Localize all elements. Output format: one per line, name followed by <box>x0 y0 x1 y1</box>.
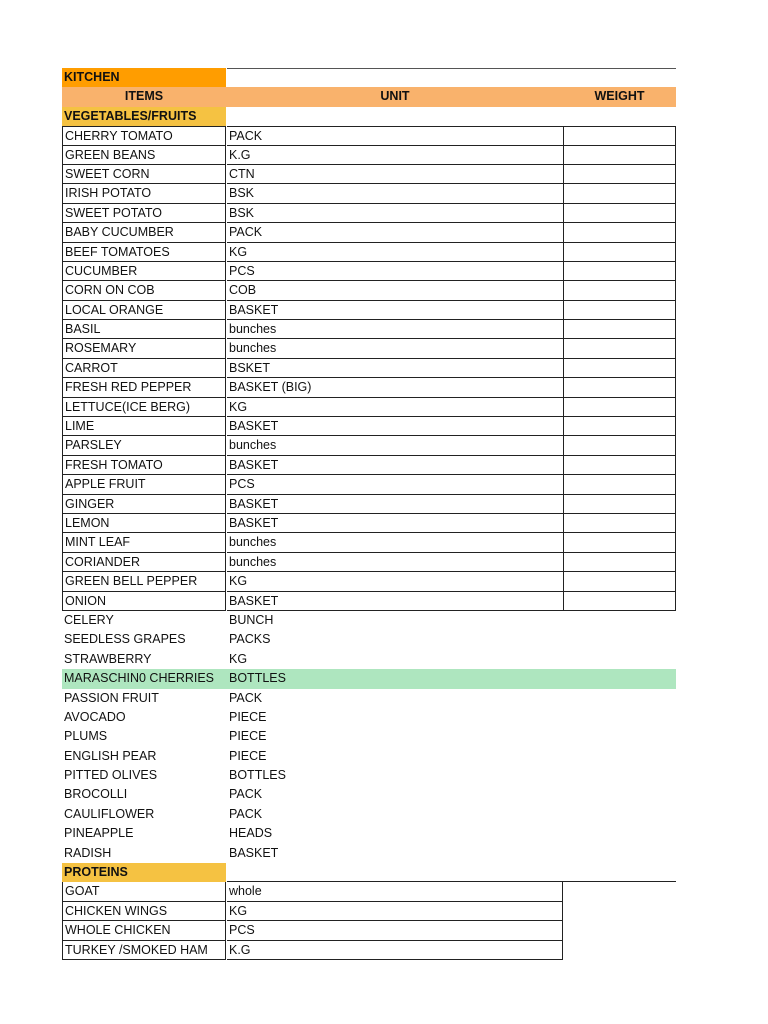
unit-cell[interactable]: BASKET <box>227 417 563 436</box>
section-title-proteins[interactable]: PROTEINS <box>62 863 226 882</box>
weight-cell[interactable] <box>563 495 676 514</box>
unit-cell[interactable]: BSK <box>227 184 563 203</box>
unit-cell[interactable]: KG <box>229 651 248 666</box>
table-row <box>62 184 676 203</box>
unit-cell[interactable]: BASKET <box>227 592 563 611</box>
item-cell[interactable]: GREEN BELL PEPPER <box>62 572 226 591</box>
table-row <box>62 611 676 630</box>
unit-cell[interactable]: PCS <box>227 262 563 281</box>
unit-cell[interactable]: bunches <box>227 320 563 339</box>
weight-cell[interactable] <box>563 359 676 378</box>
unit-cell[interactable]: BOTTLES <box>229 768 286 783</box>
table-row <box>62 747 676 766</box>
table-row <box>62 301 676 320</box>
item-cell[interactable]: CARROT <box>62 359 226 378</box>
table-row <box>62 941 676 960</box>
unit-cell[interactable]: BOTTLES <box>229 671 286 686</box>
table-row <box>62 766 676 785</box>
unit-cell[interactable]: BASKET <box>227 301 563 320</box>
extra-vegetables-list <box>62 611 676 863</box>
table-row <box>62 320 676 339</box>
table-row <box>62 281 676 300</box>
item-cell[interactable]: CHERRY TOMATO <box>62 126 226 145</box>
section-title-vegetables[interactable]: VEGETABLES/FRUITS <box>62 107 226 126</box>
weight-cell[interactable] <box>563 146 676 165</box>
unit-cell[interactable]: PIECE <box>229 729 267 744</box>
weight-cell[interactable] <box>563 281 676 300</box>
item-cell[interactable]: ROSEMARY <box>62 339 226 358</box>
table-row <box>62 398 676 417</box>
unit-cell[interactable]: KG <box>227 572 563 591</box>
table-row <box>62 514 676 533</box>
weight-cell[interactable] <box>563 436 676 455</box>
table-row <box>62 824 676 843</box>
weight-cell[interactable] <box>563 165 676 184</box>
item-cell[interactable]: CORIANDER <box>62 553 226 572</box>
table-row <box>62 630 676 649</box>
item-cell[interactable]: LETTUCE(ICE BERG) <box>62 398 226 417</box>
unit-cell[interactable]: PIECE <box>229 709 267 724</box>
item-cell[interactable]: FRESH TOMATO <box>62 456 226 475</box>
unit-cell[interactable]: bunches <box>227 339 563 358</box>
unit-cell[interactable]: bunches <box>227 533 563 552</box>
weight-cell[interactable] <box>563 475 676 494</box>
weight-cell[interactable] <box>563 301 676 320</box>
table-row <box>62 844 676 863</box>
table-row <box>62 204 676 223</box>
item-cell[interactable]: SWEET CORN <box>62 165 226 184</box>
unit-cell[interactable]: COB <box>227 281 563 300</box>
unit-cell[interactable]: PIECE <box>229 748 267 763</box>
table-row <box>62 689 676 708</box>
weight-cell[interactable] <box>563 417 676 436</box>
weight-cell[interactable] <box>563 533 676 552</box>
item-cell[interactable]: PINEAPPLE <box>64 826 134 841</box>
weight-cell[interactable] <box>563 339 676 358</box>
unit-cell[interactable]: whole <box>227 882 563 901</box>
unit-cell[interactable]: KG <box>227 243 563 262</box>
item-cell[interactable]: STRAWBERRY <box>64 651 152 666</box>
item-cell[interactable]: GOAT <box>62 882 226 901</box>
unit-cell[interactable]: BASKET <box>227 514 563 533</box>
item-cell[interactable]: SWEET POTATO <box>62 204 226 223</box>
weight-cell[interactable] <box>563 262 676 281</box>
table-row <box>62 592 676 611</box>
unit-cell[interactable]: BASKET <box>229 845 279 860</box>
table-row <box>62 436 676 455</box>
item-cell[interactable]: WHOLE CHICKEN <box>62 921 226 940</box>
table-row <box>62 495 676 514</box>
table-row <box>62 902 676 921</box>
table-row <box>62 243 676 262</box>
table-row <box>62 126 676 145</box>
weight-cell[interactable] <box>563 126 676 145</box>
table-row <box>62 223 676 242</box>
unit-cell[interactable]: K.G <box>227 146 563 165</box>
unit-cell[interactable]: bunches <box>227 553 563 572</box>
table-row <box>62 572 676 591</box>
unit-cell[interactable]: CTN <box>227 165 563 184</box>
item-cell[interactable]: LIME <box>62 417 226 436</box>
item-cell[interactable]: CORN ON COB <box>62 281 226 300</box>
item-cell[interactable]: RADISH <box>64 845 112 860</box>
item-cell[interactable]: PLUMS <box>64 729 108 744</box>
weight-cell[interactable] <box>563 456 676 475</box>
item-cell[interactable]: ONION <box>62 592 226 611</box>
column-header-items[interactable]: ITEMS <box>124 89 164 104</box>
column-header-row <box>62 87 676 106</box>
unit-cell[interactable]: PACKS <box>229 632 271 647</box>
weight-cell[interactable] <box>563 204 676 223</box>
unit-cell[interactable]: BSK <box>227 204 563 223</box>
section-header-proteins <box>62 863 676 882</box>
section-header-vegetables <box>62 107 676 126</box>
unit-cell[interactable]: PCS <box>227 475 563 494</box>
unit-cell[interactable]: PACK <box>227 126 563 145</box>
item-cell[interactable]: AVOCADO <box>64 709 126 724</box>
title-row-rest <box>227 68 676 87</box>
weight-cell[interactable] <box>563 184 676 203</box>
table-row <box>62 921 676 940</box>
table-row <box>62 805 676 824</box>
item-cell[interactable]: CHICKEN WINGS <box>62 902 226 921</box>
item-cell[interactable]: BEEF TOMATOES <box>62 243 226 262</box>
item-cell[interactable]: PARSLEY <box>62 436 226 455</box>
table-row <box>62 533 676 552</box>
item-cell[interactable]: MARASCHIN0 CHERRIES <box>64 671 215 686</box>
item-cell[interactable]: LOCAL ORANGE <box>62 301 226 320</box>
proteins-table <box>62 882 676 960</box>
weight-cell[interactable] <box>563 592 676 611</box>
table-row <box>62 727 676 746</box>
unit-cell[interactable]: KG <box>227 902 563 921</box>
unit-cell[interactable]: PACK <box>229 806 263 821</box>
title-row <box>62 68 676 87</box>
table-row <box>62 708 676 727</box>
weight-cell[interactable] <box>563 553 676 572</box>
table-row <box>62 669 676 688</box>
weight-cell[interactable] <box>563 320 676 339</box>
weight-cell[interactable] <box>563 223 676 242</box>
unit-cell[interactable]: BASKET <box>227 495 563 514</box>
item-cell[interactable]: BROCOLLI <box>64 787 128 802</box>
column-header-unit[interactable]: UNIT <box>380 89 410 104</box>
unit-cell[interactable]: KG <box>227 398 563 417</box>
table-row <box>62 339 676 358</box>
unit-cell[interactable]: BASKET (BIG) <box>227 378 563 397</box>
column-header-weight[interactable]: WEIGHT <box>594 89 645 104</box>
weight-cell[interactable] <box>563 514 676 533</box>
unit-cell[interactable]: BASKET <box>227 456 563 475</box>
item-cell[interactable]: ENGLISH PEAR <box>64 748 157 763</box>
item-cell[interactable]: GINGER <box>62 495 226 514</box>
table-row <box>62 417 676 436</box>
item-cell[interactable]: CAULIFLOWER <box>64 806 155 821</box>
item-cell[interactable]: IRISH POTATO <box>62 184 226 203</box>
table-row <box>62 785 676 804</box>
table-row <box>62 650 676 669</box>
unit-cell[interactable]: PCS <box>227 921 563 940</box>
table-row <box>62 475 676 494</box>
weight-cell[interactable] <box>563 572 676 591</box>
weight-cell[interactable] <box>563 398 676 417</box>
item-cell[interactable]: CUCUMBER <box>62 262 226 281</box>
unit-cell[interactable]: PACK <box>227 223 563 242</box>
unit-cell[interactable]: BSKET <box>227 359 563 378</box>
item-cell[interactable]: MINT LEAF <box>62 533 226 552</box>
item-cell[interactable]: BASIL <box>62 320 226 339</box>
item-cell[interactable]: TURKEY /SMOKED HAM <box>62 941 226 960</box>
sheet-title[interactable]: KITCHEN <box>62 68 226 87</box>
item-cell[interactable]: PASSION FRUIT <box>64 690 159 705</box>
table-row <box>62 262 676 281</box>
item-cell[interactable]: FRESH RED PEPPER <box>62 378 226 397</box>
table-row <box>62 359 676 378</box>
item-cell[interactable]: SEEDLESS GRAPES <box>64 632 186 647</box>
unit-cell[interactable]: PACK <box>229 690 263 705</box>
item-cell[interactable]: CELERY <box>64 612 114 627</box>
weight-cell[interactable] <box>563 243 676 262</box>
item-cell[interactable]: LEMON <box>62 514 226 533</box>
table-row <box>62 165 676 184</box>
item-cell[interactable]: APPLE FRUIT <box>62 475 226 494</box>
table-row <box>62 553 676 572</box>
item-cell[interactable]: PITTED OLIVES <box>64 768 158 783</box>
table-row <box>62 146 676 165</box>
table-row <box>62 378 676 397</box>
item-cell[interactable]: GREEN BEANS <box>62 146 226 165</box>
unit-cell[interactable]: PACK <box>229 787 263 802</box>
table-row <box>62 882 676 901</box>
unit-cell[interactable]: BUNCH <box>229 612 274 627</box>
table-row <box>62 456 676 475</box>
item-cell[interactable]: BABY CUCUMBER <box>62 223 226 242</box>
spreadsheet <box>62 68 676 960</box>
vegetables-table <box>62 126 676 611</box>
unit-cell[interactable]: HEADS <box>229 826 273 841</box>
weight-cell[interactable] <box>563 378 676 397</box>
unit-cell[interactable]: bunches <box>227 436 563 455</box>
unit-cell[interactable]: K.G <box>227 941 563 960</box>
